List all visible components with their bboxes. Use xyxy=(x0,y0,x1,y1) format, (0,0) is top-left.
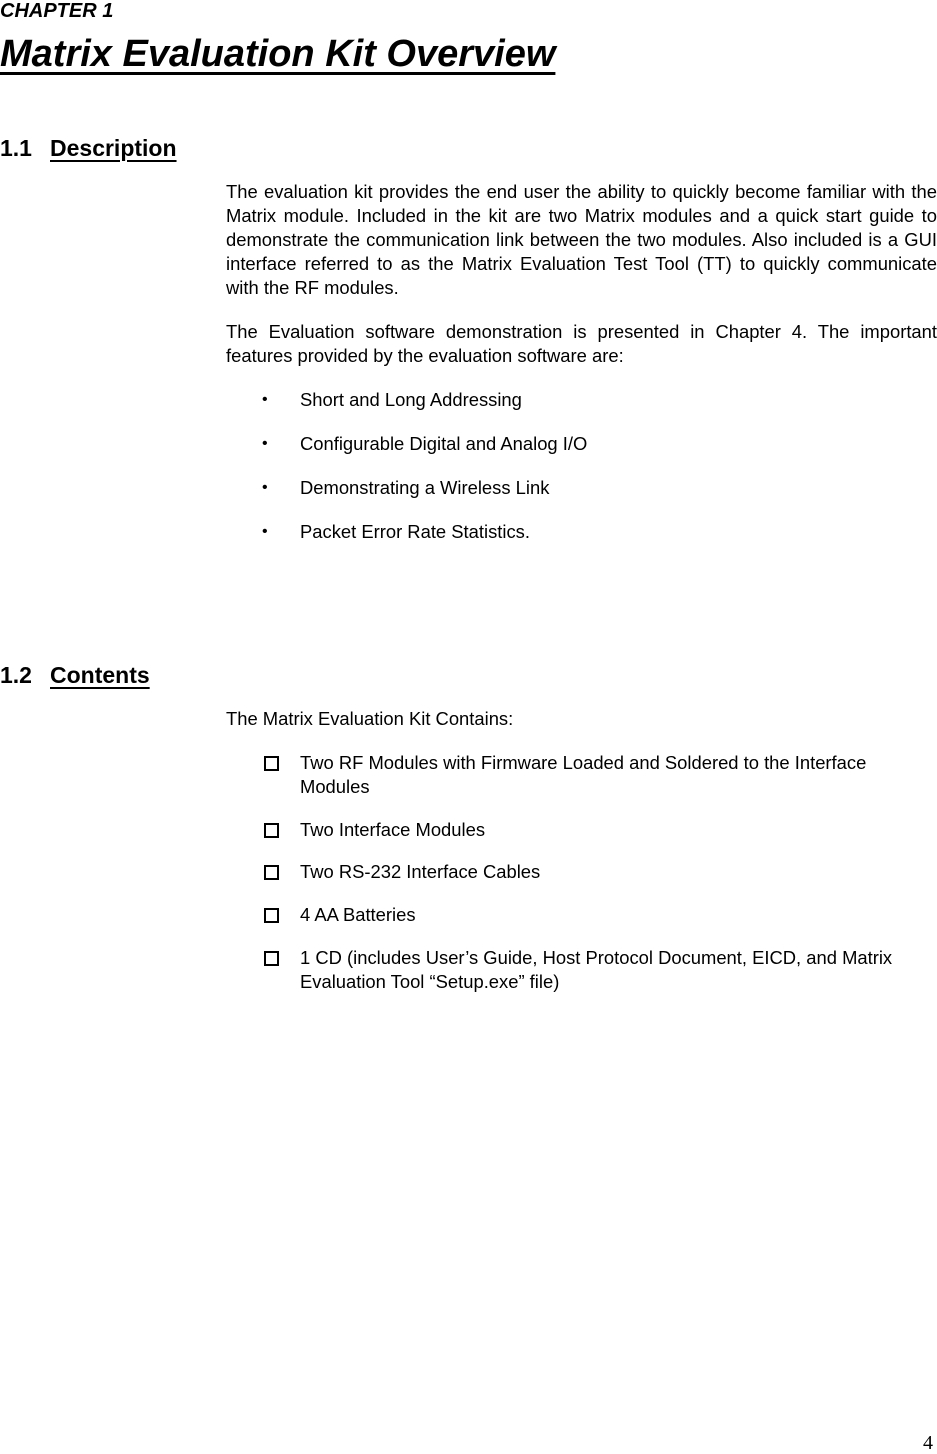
feature-text: Short and Long Addressing xyxy=(300,389,522,410)
checkbox-icon xyxy=(264,951,279,966)
bullet-icon: • xyxy=(262,523,268,540)
section-number: 1.2 xyxy=(0,662,32,688)
bullet-icon: • xyxy=(262,435,268,452)
feature-text: Packet Error Rate Statistics. xyxy=(300,521,530,542)
section-heading-description xyxy=(0,134,177,162)
section-number: 1.1 xyxy=(0,135,32,161)
checkbox-icon xyxy=(264,756,279,771)
contents-item-text: 1 CD (includes User’s Guide, Host Protocol Document, EICD, and Matrix Evaluation Tool “Setup.exe” file) xyxy=(300,947,893,992)
feature-text: Demonstrating a Wireless Link xyxy=(300,477,550,498)
checkbox-icon xyxy=(264,823,279,838)
bullet-icon: • xyxy=(262,479,268,496)
contents-item-text: Two Interface Modules xyxy=(300,819,486,840)
bullet-icon: • xyxy=(262,391,268,408)
description-paragraph-2: The Evaluation software demonstration is presented in Chapter 4. The important features provided by the evaluation software are: xyxy=(226,321,937,366)
contents-intro: The Matrix Evaluation Kit Contains: xyxy=(226,708,514,729)
section-title: Description xyxy=(50,135,177,161)
checkbox-icon xyxy=(264,865,279,880)
contents-item-text: Two RS-232 Interface Cables xyxy=(300,861,541,882)
contents-item-text: 4 AA Batteries xyxy=(300,904,416,925)
chapter-title: Matrix Evaluation Kit Overview xyxy=(0,33,556,75)
description-paragraph-1: The evaluation kit provides the end user the ability to quickly become familiar with the Matrix module. Included in the kit are two Matrix modules and a quick start guide to demonstrate the communication link between the two modules. Also included is a GUI interface referred to as the Matrix Evaluation Test Tool (TT) to quickly communicate with the RF modules. xyxy=(226,181,937,298)
contents-item-text: Two RF Modules with Firmware Loaded and Soldered to the Interface Modules xyxy=(300,752,867,797)
page-number: 4 xyxy=(923,1432,933,1454)
checkbox-icon xyxy=(264,908,279,923)
feature-text: Configurable Digital and Analog I/O xyxy=(300,433,588,454)
chapter-label: CHAPTER 1 xyxy=(0,0,114,22)
section-title: Contents xyxy=(50,662,150,688)
section-heading-contents xyxy=(0,661,150,689)
